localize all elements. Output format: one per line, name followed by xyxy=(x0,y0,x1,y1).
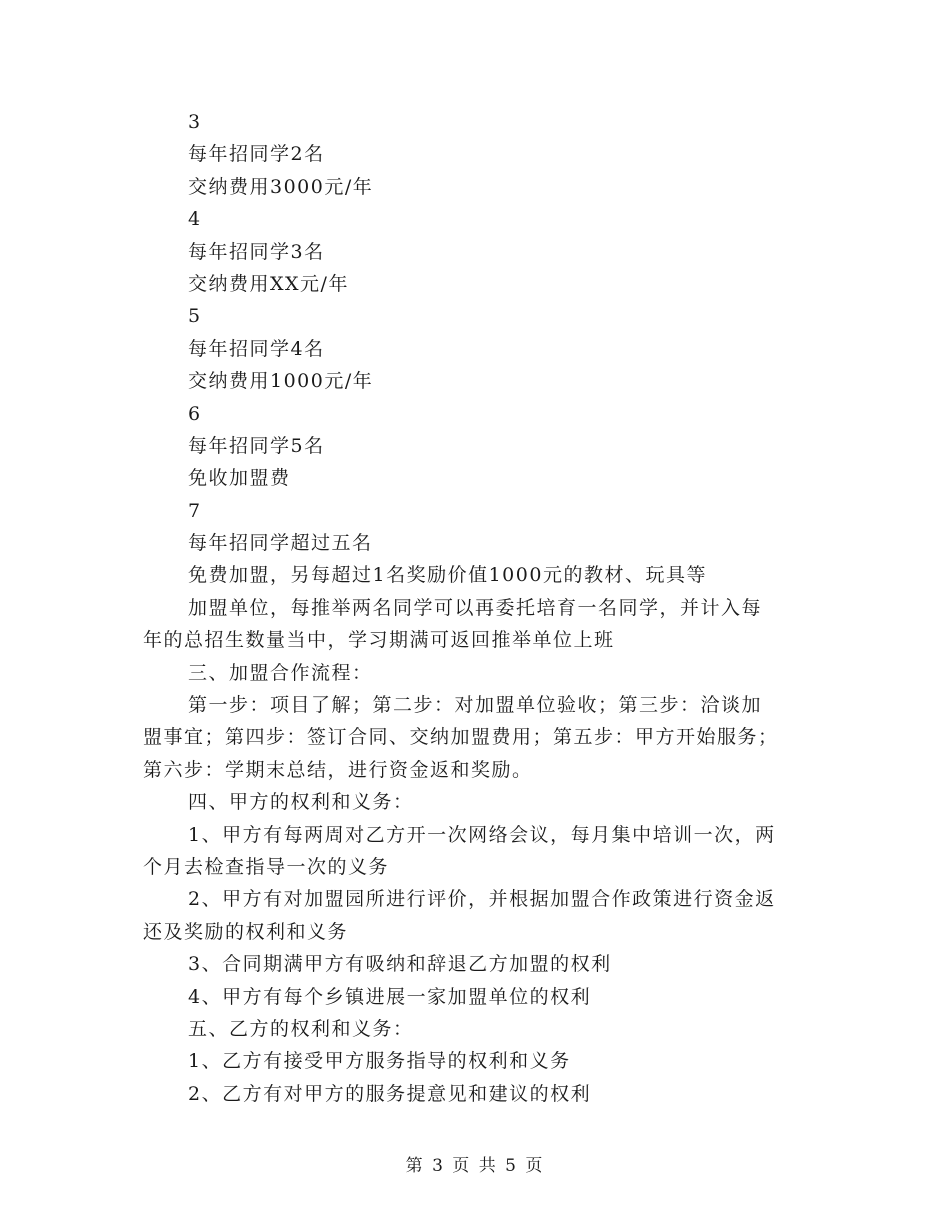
text-line: 年的总招生数量当中，学习期满可返回推举单位上班 xyxy=(143,629,615,652)
text-line: 加盟单位，每推举两名同学可以再委托培育一名同学，并计入每 xyxy=(188,596,763,619)
text-line: 4、甲方有每个乡镇进展一家加盟单位的权利 xyxy=(188,985,592,1008)
text-line: 盟事宜；第四步：签订合同、交纳加盟费用；第五步：甲方开始服务； xyxy=(143,726,779,749)
text-line: 每年招同学5名 xyxy=(188,434,325,457)
text-line: 每年招同学超过五名 xyxy=(188,532,373,555)
text-line: 交纳费用1000元/年 xyxy=(188,370,374,393)
text-line: 每年招同学4名 xyxy=(188,337,325,360)
text-line: 交纳费用3000元/年 xyxy=(188,175,374,198)
text-line: 1、甲方有每两周对乙方开一次网络会议，每月集中培训一次，两 xyxy=(188,823,776,846)
text-line: 每年招同学2名 xyxy=(188,143,325,166)
text-line: 5 xyxy=(188,305,202,328)
text-line: 每年招同学3名 xyxy=(188,240,325,263)
text-line: 4 xyxy=(188,208,202,231)
text-line: 四、甲方的权利和义务： xyxy=(188,791,414,814)
text-line: 三、加盟合作流程： xyxy=(188,661,373,684)
text-line: 7 xyxy=(188,499,202,522)
text-line: 交纳费用XX元/年 xyxy=(188,272,349,295)
text-line: 3 xyxy=(188,111,202,133)
text-line: 第一步：项目了解；第二步：对加盟单位验收；第三步：洽谈加 xyxy=(188,694,763,717)
text-line: 免收加盟费 xyxy=(188,467,291,490)
text-line: 6 xyxy=(188,402,202,425)
document-body xyxy=(143,106,808,1110)
text-line: 3、合同期满甲方有吸纳和辞退乙方加盟的权利 xyxy=(188,953,612,976)
text-line: 2、甲方有对加盟园所进行评价，并根据加盟合作政策进行资金返 xyxy=(188,888,776,911)
text-line: 第六步：学期末总结，进行资金返和奖励。 xyxy=(143,758,533,781)
text-line: 1、乙方有接受甲方服务指导的权利和义务 xyxy=(188,1050,571,1073)
text-line: 个月去检查指导一次的义务 xyxy=(143,855,390,878)
text-line: 2、乙方有对甲方的服务提意见和建议的权利 xyxy=(188,1082,592,1105)
text-line: 还及奖励的权利和义务 xyxy=(143,920,349,943)
page-footer: 第 3 页 共 5 页 xyxy=(405,1156,545,1176)
text-line: 免费加盟，另每超过1名奖励价值1000元的教材、玩具等 xyxy=(188,564,707,587)
text-line: 五、乙方的权利和义务： xyxy=(188,1017,414,1040)
